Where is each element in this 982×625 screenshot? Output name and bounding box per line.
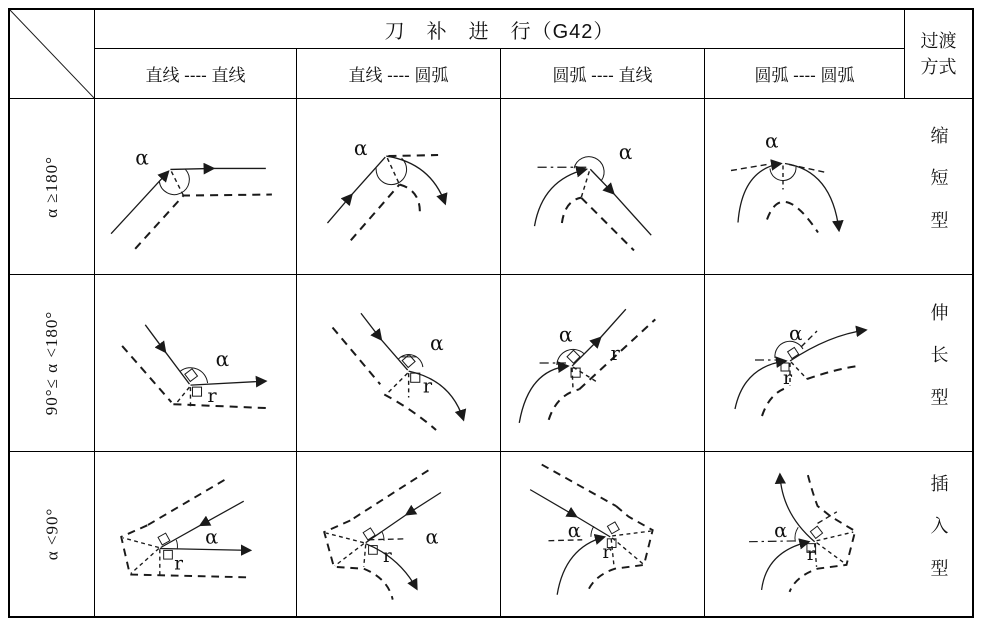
- alpha-label: α: [567, 518, 581, 542]
- angle-label-text: 90°≤ α <180°: [42, 310, 62, 416]
- alpha-label: α: [558, 322, 573, 347]
- radius-label: r: [383, 545, 392, 567]
- corner-diagonal-cell: [10, 10, 95, 99]
- diagram-lengthen-line-arc: [297, 275, 501, 452]
- alpha-label: α: [765, 128, 779, 153]
- type-label-text: 插入型: [928, 473, 949, 601]
- radius-label: r: [610, 341, 620, 365]
- diagram-lengthen-arc-arc: [705, 275, 905, 452]
- alpha-label: α: [135, 145, 149, 170]
- diagram-lengthen-line-line: [95, 275, 297, 452]
- alpha-label: α: [205, 525, 219, 549]
- diagram-shorten-line-arc: [297, 99, 501, 275]
- radius-label: r: [174, 553, 184, 575]
- diagram-insert-arc-line: [501, 452, 705, 616]
- radius-label: r: [422, 374, 433, 398]
- alpha-label: α: [215, 347, 230, 372]
- alpha-label: α: [618, 140, 633, 165]
- column-header-line-line: 直线 ---- 直线: [95, 49, 297, 99]
- column-header-line-arc: 直线 ---- 圆弧: [297, 49, 501, 99]
- type-label-text: 伸长型: [928, 302, 949, 430]
- transition-mode-text: 过渡方式: [920, 30, 957, 77]
- compensation-table: [8, 8, 974, 618]
- diagram-insert-line-arc: [297, 452, 501, 616]
- diagram-shorten-arc-line: [501, 99, 705, 275]
- column-header-arc-line: 圆弧 ---- 直线: [501, 49, 705, 99]
- transition-type-label-lengthen: [905, 275, 972, 452]
- column-header-arc-arc: 圆弧 ---- 圆弧: [705, 49, 905, 99]
- diagram-insert-arc-arc: [705, 452, 905, 616]
- alpha-label: α: [425, 525, 439, 549]
- radius-label: r: [602, 542, 612, 564]
- angle-label-text: α <90°: [41, 507, 61, 561]
- diagram-shorten-arc-arc: [705, 99, 905, 275]
- type-label-text: 缩短型: [928, 126, 949, 253]
- transition-type-label-shorten: [905, 99, 972, 275]
- table-title: 刀 补 进 行（G42）: [95, 10, 905, 49]
- diagram-shorten-line-line: [95, 99, 297, 275]
- alpha-label: α: [789, 321, 803, 345]
- alpha-label: α: [429, 330, 444, 355]
- transition-type-label-insert: [905, 452, 972, 616]
- diagram-lengthen-arc-line: [501, 275, 705, 452]
- radius-label: r: [207, 384, 217, 408]
- angle-label-text: α ≥180°: [41, 155, 61, 218]
- row-angle-label-3: [10, 452, 95, 616]
- transition-mode-header: [905, 10, 972, 99]
- alpha-label: α: [774, 518, 788, 542]
- radius-label: r: [783, 367, 793, 389]
- diagonal-line: [10, 10, 94, 98]
- row-angle-label-1: [10, 99, 95, 275]
- radius-label: r: [806, 544, 816, 566]
- alpha-label: α: [353, 136, 368, 161]
- row-angle-label-2: [10, 275, 95, 452]
- diagram-insert-line-line: [95, 452, 297, 616]
